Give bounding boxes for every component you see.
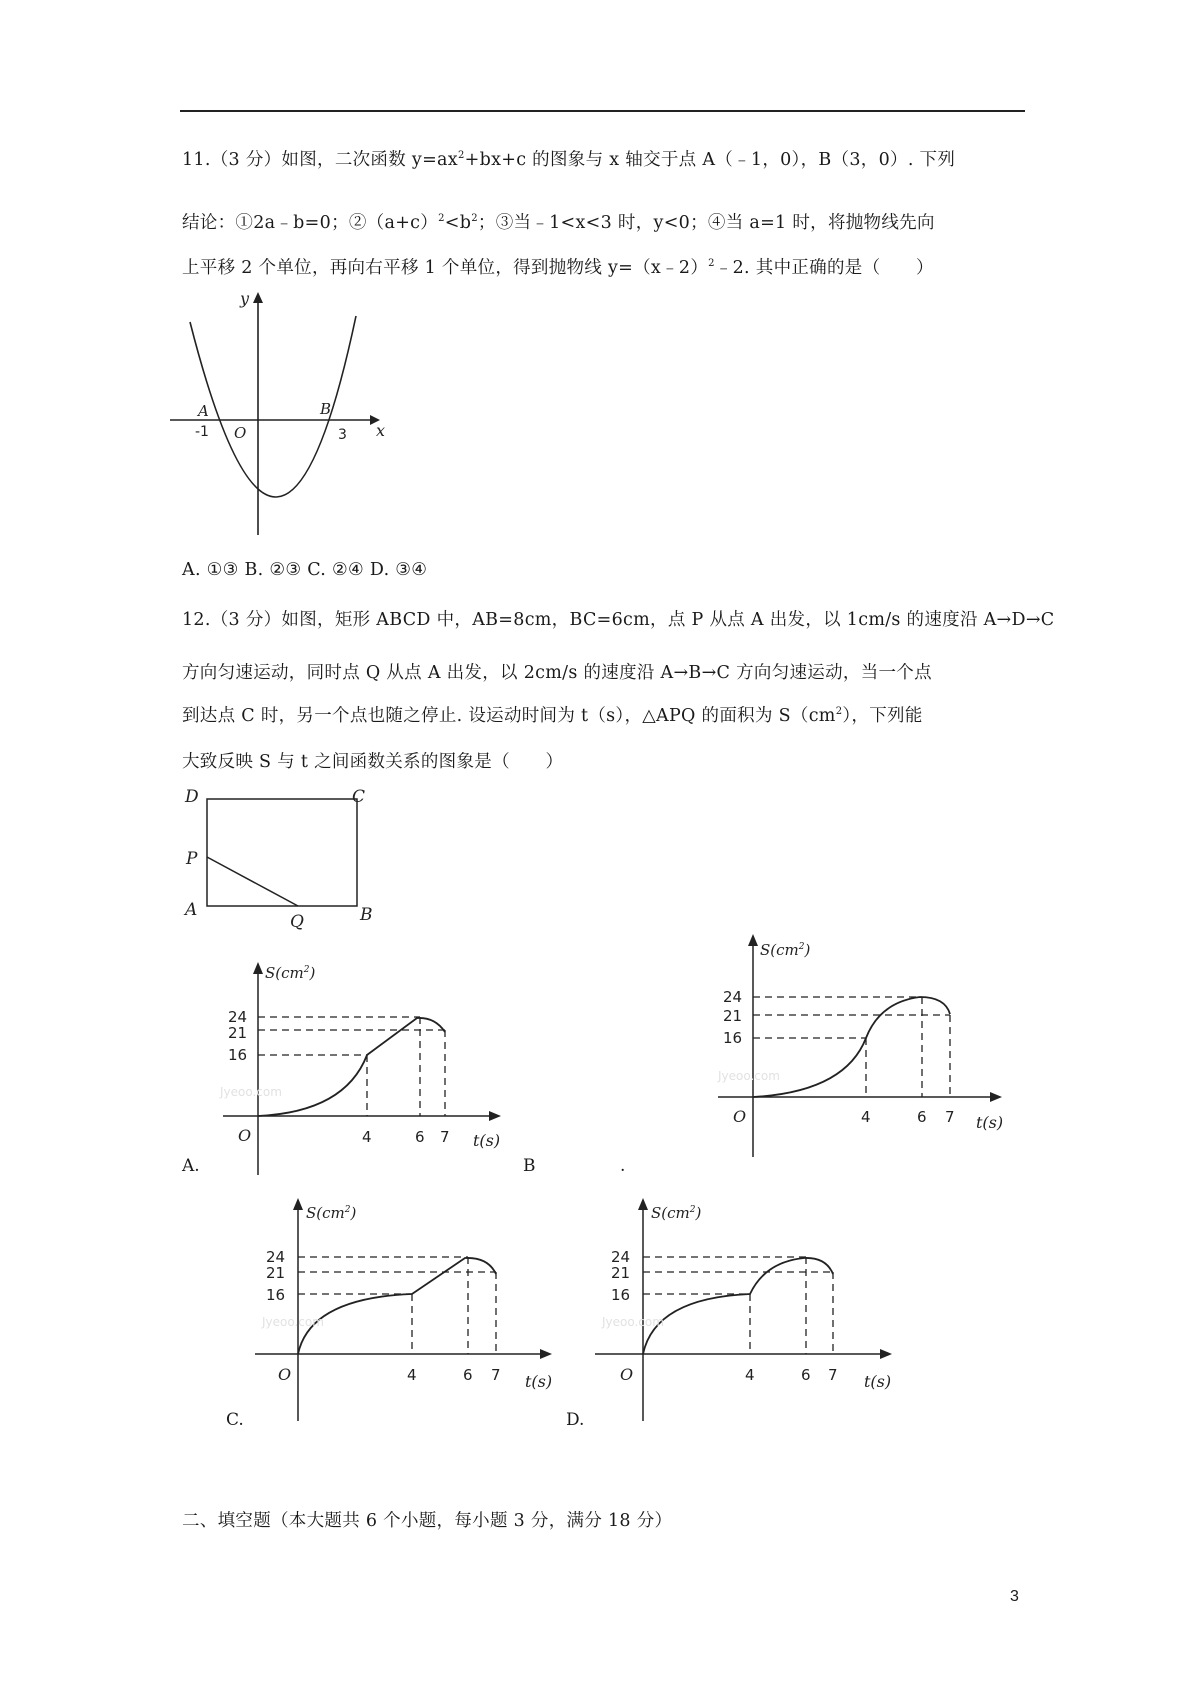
option-a-label: A.	[182, 1156, 200, 1176]
option-c-label: C.	[226, 1410, 244, 1430]
s-axis-label: $S(cm^2)$	[760, 941, 811, 959]
x-axis-label: x	[376, 421, 386, 440]
point-d-label: D	[185, 787, 199, 807]
watermark: Jyeoo.com	[262, 1315, 324, 1329]
y16-label: 16	[723, 1029, 743, 1047]
y21-label: 21	[228, 1024, 248, 1042]
q11-parabola-figure	[170, 290, 400, 540]
q12-line1: 12.（3 分）如图，矩形 ABCD 中，AB=8cm，BC=6cm，点 P 从点 A 出发，以 1cm/s 的速度沿 A→D→C	[182, 610, 1055, 630]
graph-option-d	[590, 1196, 910, 1436]
y-axis-label: y	[240, 289, 250, 308]
point-b-label: B	[320, 400, 332, 418]
option-d-label: D.	[566, 1410, 585, 1430]
s-axis-label: $S(cm^2)$	[265, 964, 316, 982]
t-axis-label: t(s)	[473, 1131, 501, 1150]
q12-line3: 到达点 C 时，另一个点也随之停止. 设运动时间为 t（s），△APQ 的面积为 $S(cm^2)$，下列能	[182, 706, 923, 726]
origin-label: O	[278, 1365, 292, 1384]
t-axis-label: t(s)	[525, 1372, 553, 1391]
y24-label: 24	[611, 1248, 631, 1266]
graph-a-curve	[258, 1018, 445, 1116]
tick-neg1-label: -1	[195, 424, 209, 440]
header-rule	[180, 110, 1025, 112]
x6-label: 6	[801, 1366, 811, 1384]
x6-label: 6	[415, 1128, 425, 1146]
y24-label: 24	[228, 1008, 248, 1026]
origin-label: O	[234, 424, 247, 442]
q11-options: A. ①③ B. ②③ C. ②④ D. ③④	[182, 560, 428, 580]
x4-label: 4	[407, 1366, 417, 1384]
t-axis-label: t(s)	[864, 1372, 892, 1391]
x4-label: 4	[861, 1108, 871, 1126]
point-p-label: P	[186, 849, 198, 869]
y-axis-arrow	[253, 292, 263, 303]
point-a-label: A	[185, 900, 198, 920]
origin-label: O	[238, 1126, 252, 1145]
y21-label: 21	[723, 1007, 743, 1025]
graph-option-b	[700, 932, 1010, 1172]
point-c-label: C	[352, 787, 366, 807]
y24-label: 24	[723, 988, 743, 1006]
x7-label: 7	[491, 1366, 501, 1384]
y21-label: 21	[266, 1264, 286, 1282]
tick-3-label: 3	[338, 427, 347, 443]
x6-label: 6	[917, 1108, 927, 1126]
q12-rectangle-figure	[180, 782, 380, 942]
origin-label: O	[620, 1365, 634, 1384]
s-axis-label: $S(cm^2)$	[651, 1204, 702, 1222]
segment-pq	[207, 857, 298, 906]
y24-label: 24	[266, 1248, 286, 1266]
s-axis-label: $S(cm^2)$	[306, 1204, 357, 1222]
graph-option-c	[250, 1196, 570, 1436]
q12-line4: 大致反映 S 与 t 之间函数关系的图象是（ ）	[182, 752, 564, 772]
q11-line3: 上平移 2 个单位，再向右平移 1 个单位，得到抛物线 y=（x﹣2）$^2$﹣2. 其中正确的是（ ）	[182, 258, 934, 278]
y16-label: 16	[266, 1286, 286, 1304]
watermark: Jyeoo.com	[718, 1069, 780, 1083]
x4-label: 4	[362, 1128, 372, 1146]
x6-label: 6	[463, 1366, 473, 1384]
x7-label: 7	[945, 1108, 955, 1126]
y16-label: 16	[611, 1286, 631, 1304]
section2-heading: 二、填空题（本大题共 6 个小题，每小题 3 分，满分 18 分）	[182, 1511, 673, 1531]
q11-line2: 结论：①2a﹣b=0；$②(a+c)^2<b^2$；③当﹣1<x<3 时，y<0；④当 a=1 时，将抛物线先向	[182, 213, 935, 233]
point-a-label: A	[198, 402, 209, 420]
point-b-label: B	[360, 905, 373, 925]
y16-label: 16	[228, 1046, 248, 1064]
q12-line2: 方向匀速运动，同时点 Q 从点 A 出发，以 2cm/s 的速度沿 A→B→C 方向匀速运动，当一个点	[182, 663, 932, 683]
t-axis-label: t(s)	[976, 1113, 1004, 1132]
watermark: Jyeoo.com	[220, 1085, 282, 1099]
point-q-label: Q	[290, 912, 304, 932]
x7-label: 7	[440, 1128, 450, 1146]
graph-option-a	[205, 960, 515, 1180]
page-number: 3	[1010, 1588, 1019, 1605]
option-b-label: B	[523, 1156, 536, 1176]
parabola-curve	[190, 316, 356, 497]
q11-line1: 11.（3 分）如图，二次函数 $y=ax^2+bx+c$ 的图象与 x 轴交于点 A（﹣1，0），B（3，0）. 下列	[182, 150, 956, 170]
origin-label: O	[733, 1107, 747, 1126]
watermark: Jyeoo.com	[602, 1315, 664, 1329]
y21-label: 21	[611, 1264, 631, 1282]
rectangle-abcd	[207, 799, 357, 906]
x7-label: 7	[828, 1366, 838, 1384]
option-b-dot: .	[620, 1156, 626, 1176]
x4-label: 4	[745, 1366, 755, 1384]
graph-b-curve	[753, 997, 950, 1097]
